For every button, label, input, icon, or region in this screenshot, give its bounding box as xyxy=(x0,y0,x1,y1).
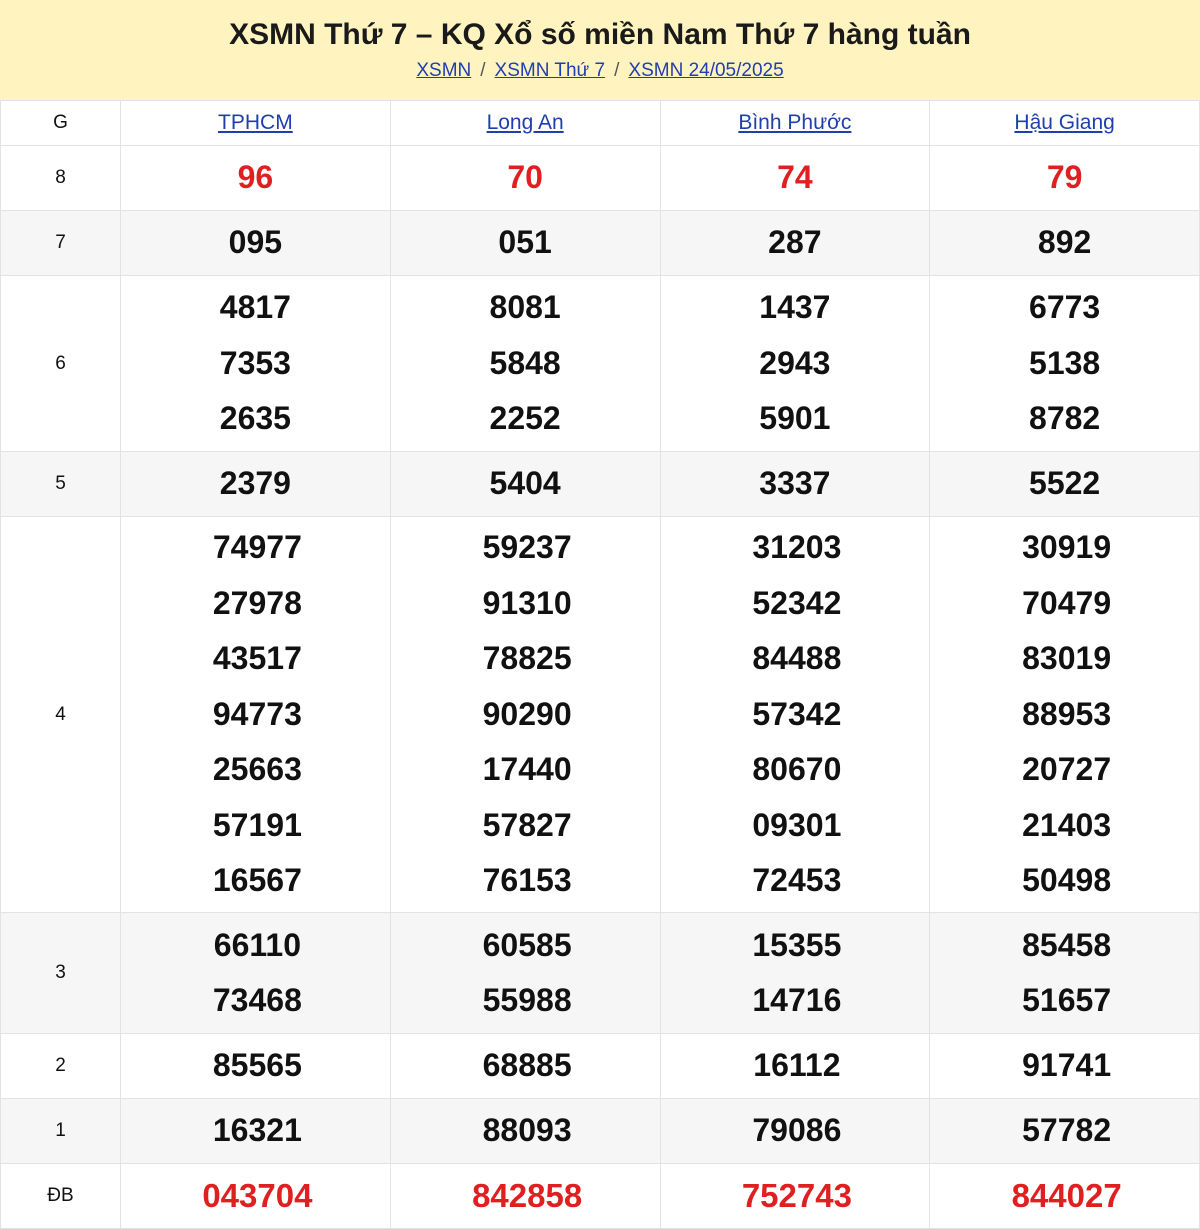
prize-label: 5 xyxy=(1,452,121,517)
result-cell xyxy=(930,146,1200,211)
result-number: 2379 xyxy=(219,465,291,502)
results-header xyxy=(0,0,1200,100)
prize-8-number: 74 xyxy=(777,159,813,196)
breadcrumb-separator: / xyxy=(480,60,486,81)
prize-label: 1 xyxy=(1,1099,121,1164)
result-cell xyxy=(390,1034,660,1099)
breadcrumb-link-xsmn-thu7[interactable]: XSMN Thứ 7 xyxy=(494,60,606,81)
result-number: 7353 xyxy=(219,344,291,381)
result-number: 85565 xyxy=(212,1047,302,1084)
result-number: 88953 xyxy=(1022,695,1112,732)
result-cell xyxy=(121,1164,391,1229)
result-cell xyxy=(390,1099,660,1164)
result-number: 60585 xyxy=(482,926,572,963)
result-number: 94773 xyxy=(212,695,302,732)
result-number: 57191 xyxy=(212,806,302,843)
result-number: 57827 xyxy=(482,806,572,843)
result-cell xyxy=(121,146,391,211)
result-number: 5138 xyxy=(1029,344,1101,381)
result-number: 6773 xyxy=(1029,289,1101,326)
breadcrumb xyxy=(0,60,1200,82)
result-cell xyxy=(660,276,930,452)
prize-row xyxy=(1,913,1200,1034)
result-number: 43517 xyxy=(212,640,302,677)
result-number: 84488 xyxy=(752,640,842,677)
province-link-binh-phuoc[interactable]: Bình Phước xyxy=(738,111,852,134)
result-cell xyxy=(121,913,391,1034)
result-number: 2943 xyxy=(759,344,831,381)
result-number: 76153 xyxy=(482,862,572,899)
breadcrumb-link-xsmn-date[interactable]: XSMN 24/05/2025 xyxy=(628,60,784,81)
result-number: 16567 xyxy=(212,862,302,899)
result-number: 051 xyxy=(498,224,552,261)
result-number: 1437 xyxy=(759,289,831,326)
result-cell xyxy=(930,913,1200,1034)
province-link-hau-giang[interactable]: Hậu Giang xyxy=(1014,111,1115,134)
result-number: 68885 xyxy=(482,1047,572,1084)
result-cell xyxy=(121,1099,391,1164)
prize-row xyxy=(1,1034,1200,1099)
prize-label: 3 xyxy=(1,913,121,1034)
page-title: XSMN Thứ 7 – KQ Xổ số miền Nam Thứ 7 hàng tuần xyxy=(229,18,971,51)
result-number: 5901 xyxy=(759,400,831,437)
special-prize-number: 043704 xyxy=(202,1177,313,1214)
results-table xyxy=(0,100,1200,1229)
province-header xyxy=(121,101,391,146)
result-number: 66110 xyxy=(213,926,301,963)
result-cell xyxy=(930,452,1200,517)
result-cell xyxy=(390,913,660,1034)
result-cell xyxy=(660,211,930,276)
result-number: 287 xyxy=(768,224,822,261)
result-number: 25663 xyxy=(212,751,302,788)
result-number: 91310 xyxy=(482,584,572,621)
result-number: 80670 xyxy=(752,751,842,788)
prize-row xyxy=(1,146,1200,211)
result-number: 50498 xyxy=(1022,862,1112,899)
prize-label: 8 xyxy=(1,146,121,211)
result-number: 59237 xyxy=(482,529,572,566)
table-header-row xyxy=(1,101,1200,146)
prize-row xyxy=(1,452,1200,517)
result-cell xyxy=(930,211,1200,276)
result-number: 892 xyxy=(1037,224,1092,261)
result-number: 8081 xyxy=(489,289,561,326)
result-number: 5404 xyxy=(489,465,561,502)
result-number: 16321 xyxy=(212,1112,302,1149)
result-cell xyxy=(930,1034,1200,1099)
prize-label: ĐB xyxy=(1,1164,121,1229)
result-cell xyxy=(390,517,660,913)
result-cell xyxy=(660,913,930,1034)
result-number: 16112 xyxy=(753,1047,841,1084)
result-number: 51657 xyxy=(1022,982,1112,1018)
result-cell xyxy=(390,211,660,276)
result-cell xyxy=(390,146,660,211)
result-number: 90290 xyxy=(482,695,572,732)
result-number: 15355 xyxy=(752,926,842,963)
result-cell xyxy=(660,1164,930,1229)
result-cell xyxy=(930,1164,1200,1229)
result-number: 72453 xyxy=(752,862,842,899)
prize-8-number: 79 xyxy=(1046,159,1083,196)
result-cell xyxy=(121,276,391,452)
result-number: 3337 xyxy=(759,465,831,502)
prize-column-header: G xyxy=(1,101,121,146)
result-number: 09301 xyxy=(752,806,842,843)
prize-label: 6 xyxy=(1,276,121,452)
result-cell xyxy=(390,276,660,452)
result-number: 52342 xyxy=(752,584,842,621)
prize-label: 7 xyxy=(1,211,121,276)
prize-8-number: 70 xyxy=(507,159,543,196)
result-number: 79086 xyxy=(752,1112,842,1149)
result-cell xyxy=(121,1034,391,1099)
result-cell xyxy=(660,1099,930,1164)
result-number: 74977 xyxy=(212,529,302,566)
result-cell xyxy=(930,1099,1200,1164)
province-header xyxy=(930,101,1200,146)
result-number: 88093 xyxy=(482,1112,572,1149)
special-prize-number: 844027 xyxy=(1011,1177,1122,1214)
result-number: 14716 xyxy=(752,982,842,1018)
prize-row xyxy=(1,517,1200,913)
result-number: 095 xyxy=(228,224,283,261)
result-cell xyxy=(121,517,391,913)
breadcrumb-link-xsmn[interactable]: XSMN xyxy=(416,60,472,81)
prize-row xyxy=(1,1099,1200,1164)
result-number: 8782 xyxy=(1029,400,1101,437)
result-number: 21403 xyxy=(1022,806,1112,843)
breadcrumb-separator: / xyxy=(614,60,620,81)
result-number: 5848 xyxy=(489,344,561,381)
result-number: 4817 xyxy=(219,289,291,326)
result-number: 78825 xyxy=(482,640,572,677)
special-prize-number: 752743 xyxy=(741,1177,852,1214)
result-number: 17440 xyxy=(482,751,572,788)
result-number: 70479 xyxy=(1022,584,1112,621)
result-number: 91741 xyxy=(1022,1047,1112,1084)
result-number: 85458 xyxy=(1022,926,1112,963)
result-number: 31203 xyxy=(752,529,842,566)
result-cell xyxy=(121,211,391,276)
result-cell xyxy=(660,452,930,517)
result-number: 83019 xyxy=(1022,640,1112,677)
province-link-long-an[interactable]: Long An xyxy=(486,111,564,134)
result-cell xyxy=(660,1034,930,1099)
prize-label: 2 xyxy=(1,1034,121,1099)
result-number: 73468 xyxy=(212,982,302,1018)
result-cell xyxy=(390,452,660,517)
result-cell xyxy=(390,1164,660,1229)
result-number: 2635 xyxy=(219,400,291,437)
result-number: 2252 xyxy=(489,400,561,437)
result-number: 27978 xyxy=(212,584,302,621)
result-cell xyxy=(660,146,930,211)
result-cell xyxy=(930,517,1200,913)
result-cell xyxy=(121,452,391,517)
result-number: 20727 xyxy=(1022,751,1112,788)
result-cell xyxy=(660,517,930,913)
prize-label: 4 xyxy=(1,517,121,913)
prize-row xyxy=(1,1164,1200,1229)
result-number: 57342 xyxy=(752,695,842,732)
province-header xyxy=(390,101,660,146)
prize-8-number: 96 xyxy=(237,159,274,196)
result-number: 30919 xyxy=(1022,529,1112,566)
prize-row xyxy=(1,211,1200,276)
prize-row xyxy=(1,276,1200,452)
province-header xyxy=(660,101,930,146)
province-link-tphcm[interactable]: TPHCM xyxy=(218,111,293,134)
special-prize-number: 842858 xyxy=(472,1177,583,1214)
result-number: 5522 xyxy=(1029,465,1101,502)
result-number: 57782 xyxy=(1022,1112,1112,1149)
result-number: 55988 xyxy=(482,982,572,1018)
result-cell xyxy=(930,276,1200,452)
